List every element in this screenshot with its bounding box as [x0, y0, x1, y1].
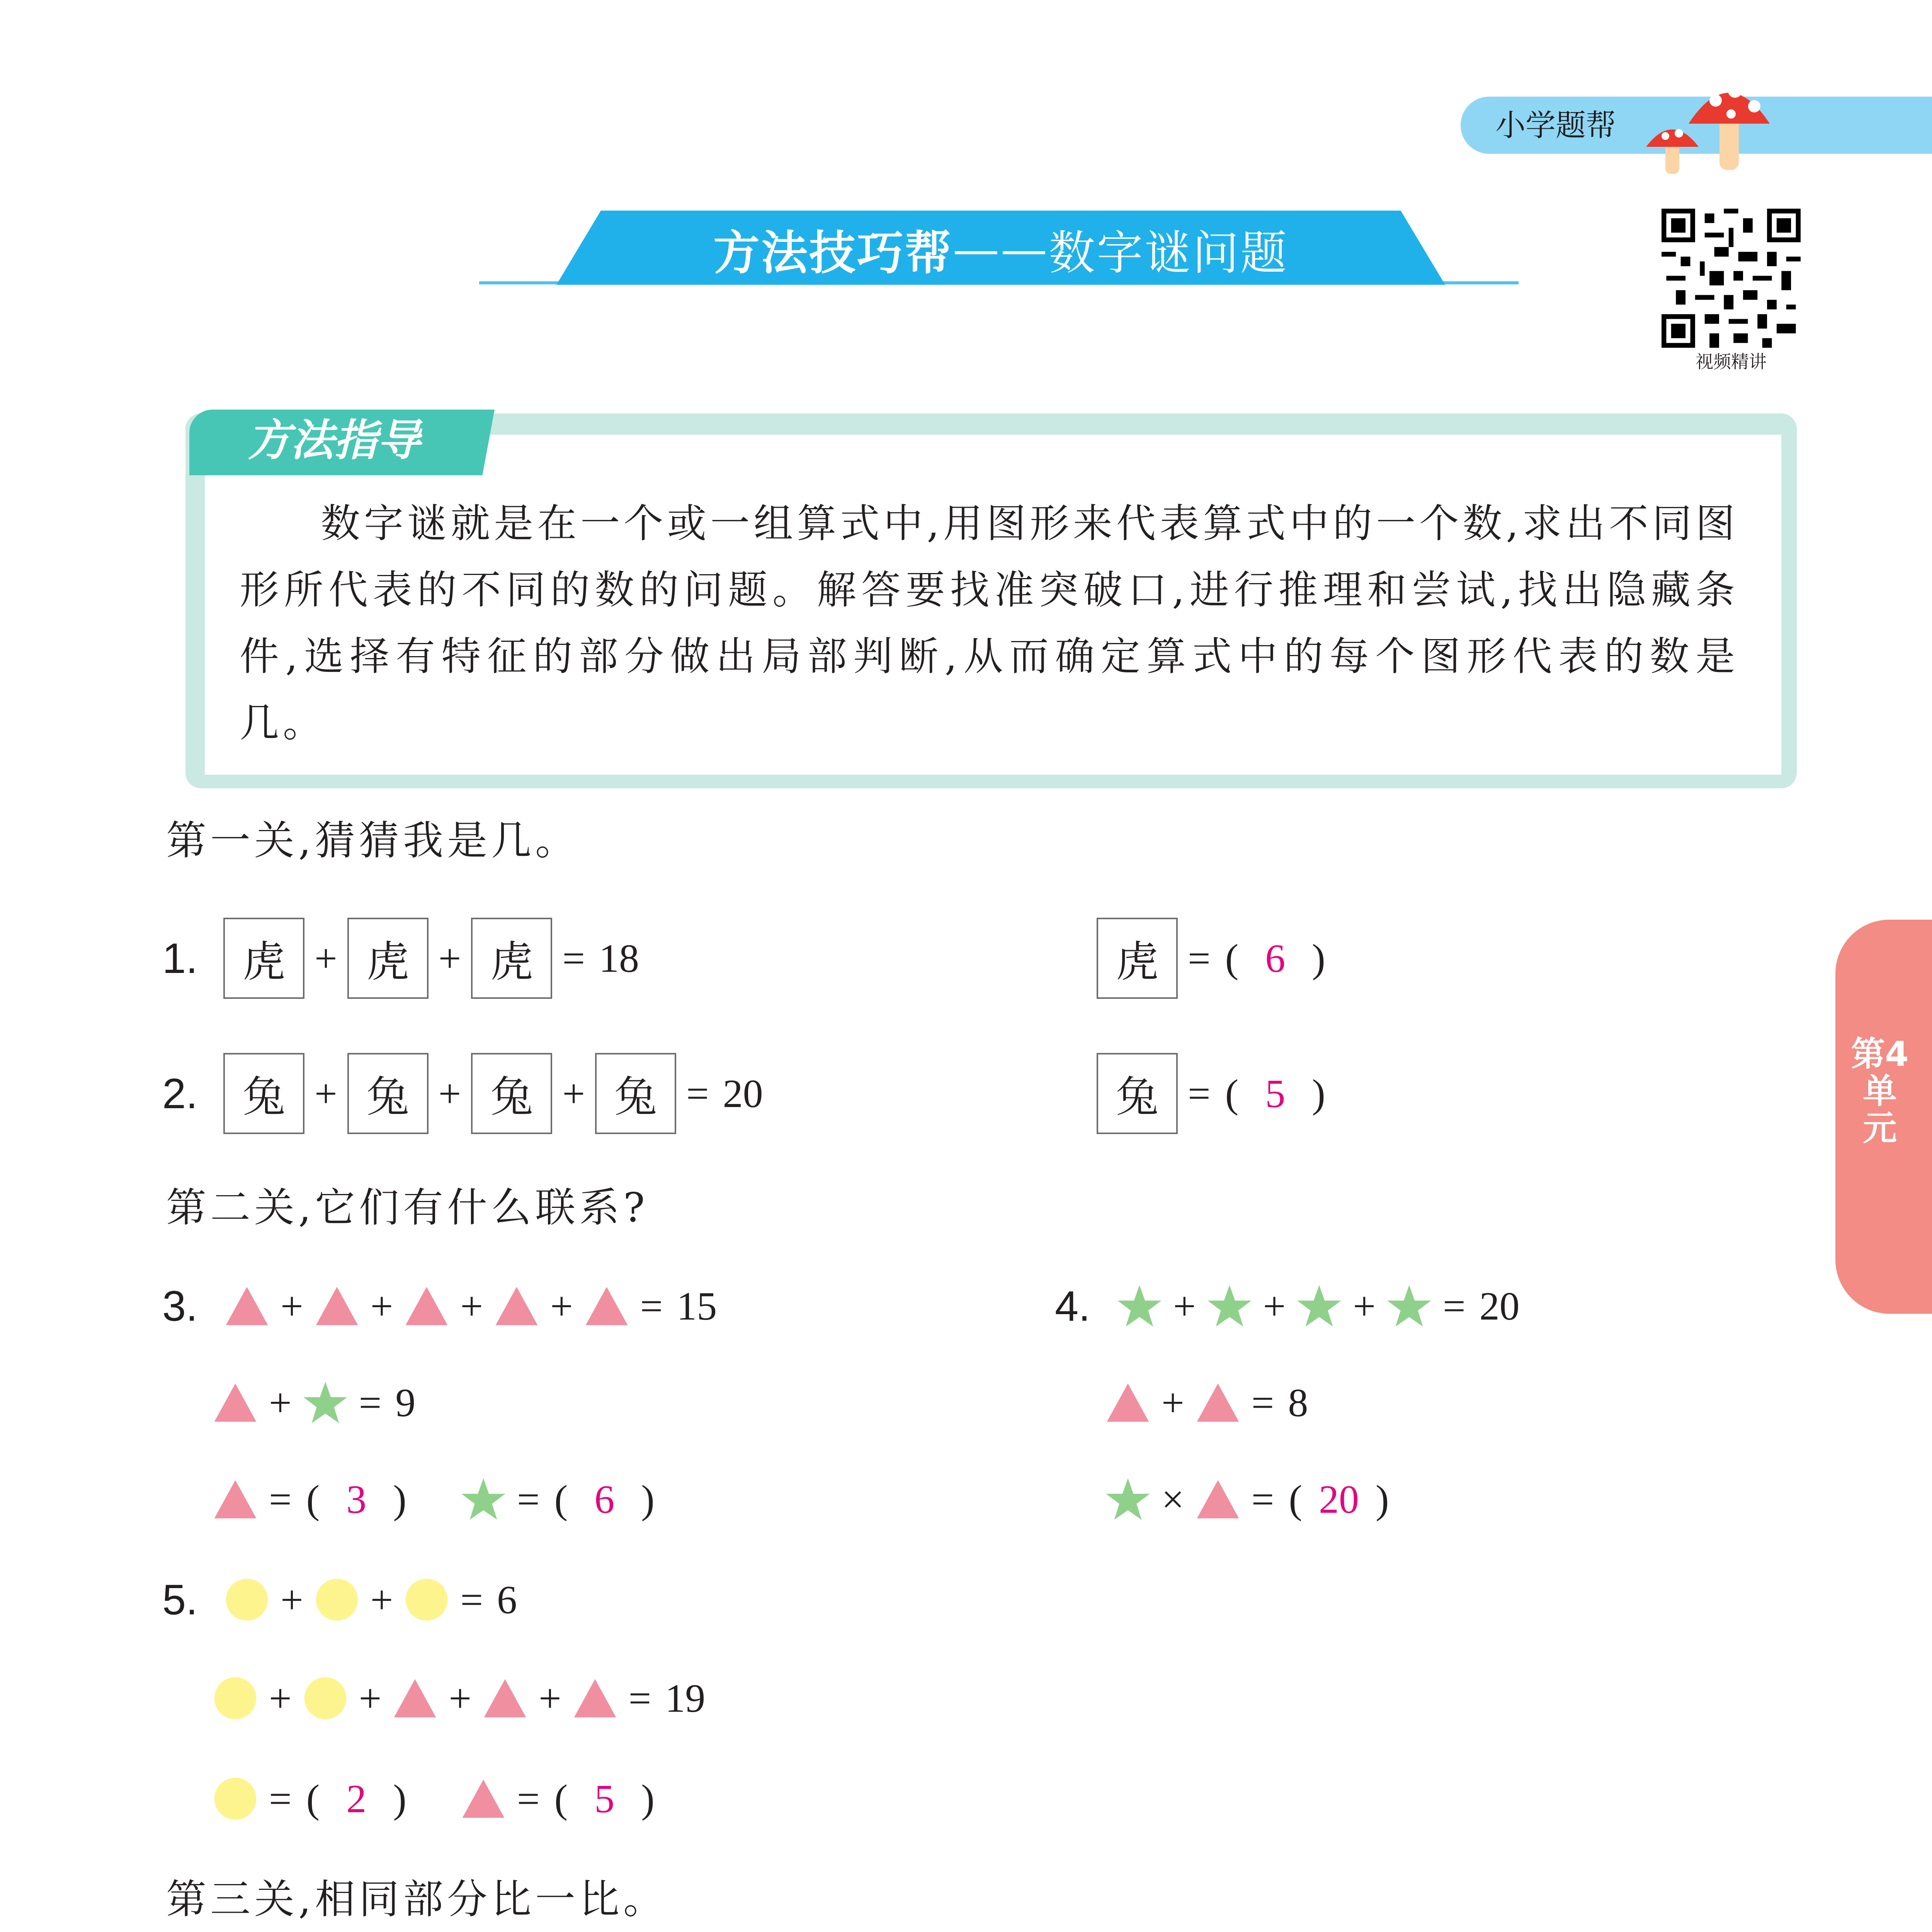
q2-answer-row — [1094, 1055, 1333, 1132]
q1-box: 虎 — [471, 918, 552, 999]
triangle-icon — [482, 1675, 528, 1721]
triangle-icon — [584, 1283, 629, 1329]
q5-sum1: 6 — [497, 1577, 517, 1622]
q3-answer-star[interactable]: 6 — [594, 1477, 615, 1522]
q1-sum: 18 — [599, 936, 639, 981]
equals-sign: = — [269, 1477, 292, 1522]
q4-answers — [1101, 1461, 1397, 1538]
plus-sign: + — [1263, 1284, 1286, 1328]
triangle-icon — [213, 1476, 258, 1522]
q5-answer-triangle[interactable]: 5 — [594, 1776, 615, 1821]
left-paren: ( — [1225, 1071, 1239, 1116]
equals-sign: = — [686, 1071, 709, 1116]
left-paren: ( — [1225, 936, 1239, 981]
q2-number: 2. — [162, 1070, 198, 1117]
q2-box: 兔 — [347, 1053, 429, 1134]
plus-sign: + — [370, 1577, 393, 1622]
equals-sign: = — [517, 1776, 540, 1821]
equals-sign: = — [1188, 1071, 1211, 1116]
q2-box: 兔 — [595, 1053, 676, 1134]
plus-sign: + — [449, 1676, 471, 1721]
q2-box: 兔 — [471, 1053, 552, 1134]
equals-sign: = — [460, 1577, 483, 1622]
equals-sign: = — [1188, 936, 1211, 981]
plus-sign: + — [315, 936, 337, 981]
q3-answer-triangle[interactable]: 3 — [346, 1477, 367, 1522]
q3-answers — [209, 1461, 662, 1538]
q1-box: 虎 — [1097, 918, 1178, 999]
plus-sign: + — [281, 1284, 303, 1328]
times-sign: × — [1162, 1477, 1184, 1522]
q2-answer[interactable]: 5 — [1265, 1071, 1286, 1116]
circle-icon — [213, 1675, 258, 1721]
q5-line1 — [162, 1561, 524, 1638]
q4-sum2: 8 — [1288, 1380, 1308, 1425]
level-two-heading: 第二关,它们有什么联系? — [166, 1184, 649, 1231]
q3-sum1: 15 — [677, 1284, 717, 1328]
unit-tab-label: 第4单元 — [1851, 1034, 1909, 1148]
q4-line1 — [1055, 1267, 1527, 1345]
right-paren: ) — [1312, 936, 1325, 981]
left-paren: ( — [1289, 1477, 1302, 1522]
plus-sign: + — [281, 1577, 303, 1622]
left-paren: ( — [554, 1477, 568, 1522]
equals-sign: = — [562, 936, 585, 981]
plus-sign: + — [460, 1284, 483, 1328]
right-paren: ) — [1312, 1071, 1325, 1116]
triangle-icon — [224, 1283, 270, 1329]
page-title — [556, 216, 1445, 282]
method-tab-label: 方法指导 — [247, 415, 420, 466]
qr-caption: 视频精讲 — [1696, 351, 1767, 372]
triangle-icon — [392, 1675, 438, 1721]
method-text: 数字谜就是在一个或一组算式中,用图形来代表算式中的一个数,求出不同图形所代表的不同的数的问题。解答要找准突破口,进行推理和尝试,找出隐藏条件,选择有特征的部分做出局部判断,从而确定算式中的每个图形代表的数是几。 — [240, 501, 1739, 746]
triangle-icon — [314, 1283, 360, 1329]
q1-answer[interactable]: 6 — [1265, 936, 1286, 981]
circle-icon — [213, 1776, 258, 1821]
q3-number: 3. — [162, 1282, 198, 1330]
circle-icon — [404, 1577, 449, 1622]
equals-sign: = — [517, 1477, 540, 1522]
circle-icon — [224, 1577, 270, 1622]
plus-sign: + — [1173, 1284, 1196, 1328]
q1-number: 1. — [162, 934, 198, 982]
brand-label: 小学题帮 — [1495, 108, 1616, 143]
q2-sum: 20 — [723, 1071, 763, 1116]
star-icon — [461, 1476, 506, 1522]
q3-sum2: 9 — [395, 1380, 416, 1425]
equals-sign: = — [1442, 1284, 1466, 1328]
plus-sign: + — [550, 1284, 573, 1328]
qr-code-icon[interactable] — [1662, 209, 1801, 348]
q4-line2 — [1101, 1364, 1315, 1441]
equals-sign: = — [628, 1676, 651, 1721]
title-sub: 数字谜问题 — [1049, 226, 1288, 280]
plus-sign: + — [370, 1284, 393, 1328]
plus-sign: + — [438, 936, 461, 981]
equals-sign: = — [359, 1380, 382, 1425]
plus-sign: + — [269, 1380, 292, 1425]
q3-line2 — [209, 1364, 422, 1441]
q5-sum2: 19 — [665, 1676, 706, 1721]
triangle-icon — [1195, 1476, 1241, 1522]
triangle-icon — [494, 1283, 539, 1329]
left-paren: ( — [306, 1776, 320, 1821]
q4-sum1: 20 — [1479, 1284, 1520, 1328]
level-three-heading: 第三关,相同部分比一比。 — [166, 1876, 668, 1923]
q2-box: 兔 — [223, 1053, 304, 1134]
q1-answer-row — [1094, 920, 1333, 997]
plus-sign: + — [438, 1071, 461, 1116]
q1-box: 虎 — [347, 918, 429, 999]
triangle-icon — [572, 1675, 618, 1721]
right-paren: ) — [1375, 1477, 1389, 1522]
equals-sign: = — [269, 1776, 292, 1821]
q5-answer-circle[interactable]: 2 — [346, 1776, 367, 1821]
level-one-heading: 第一关,猜猜我是几。 — [166, 817, 580, 864]
plus-sign: + — [562, 1071, 585, 1116]
star-icon — [1117, 1283, 1162, 1329]
triangle-icon — [1105, 1380, 1151, 1425]
triangle-icon — [213, 1380, 258, 1425]
q4-number: 4. — [1055, 1282, 1090, 1330]
equals-sign: = — [1251, 1380, 1274, 1425]
q5-answers — [209, 1760, 662, 1837]
plus-sign: + — [1162, 1380, 1184, 1425]
q2-equation — [162, 1055, 770, 1132]
right-paren: ) — [393, 1776, 406, 1821]
plus-sign: + — [359, 1676, 382, 1721]
title-main: 方法技巧帮 — [713, 226, 953, 280]
mushroom-icon — [1638, 70, 1777, 178]
plus-sign: + — [538, 1676, 561, 1721]
equals-sign: = — [640, 1284, 663, 1328]
triangle-icon — [1195, 1380, 1241, 1425]
q3-line1 — [162, 1267, 724, 1345]
star-icon — [1105, 1476, 1151, 1522]
star-icon — [1296, 1283, 1342, 1329]
q1-box: 虎 — [223, 918, 304, 999]
equals-sign: = — [1251, 1477, 1274, 1522]
right-paren: ) — [641, 1776, 655, 1821]
plus-sign: + — [269, 1676, 292, 1721]
star-icon — [1386, 1283, 1432, 1329]
triangle-icon — [461, 1776, 506, 1821]
q1-equation — [162, 920, 646, 997]
plus-sign: + — [315, 1071, 337, 1116]
q5-number: 5. — [162, 1576, 198, 1624]
title-dash: —— — [953, 222, 1049, 276]
circle-icon — [314, 1577, 360, 1622]
q2-box: 兔 — [1097, 1053, 1178, 1134]
right-paren: ) — [393, 1477, 406, 1522]
right-paren: ) — [641, 1477, 655, 1522]
q4-answer-product[interactable]: 20 — [1318, 1477, 1359, 1522]
star-icon — [1207, 1283, 1252, 1329]
q5-line2 — [209, 1660, 712, 1737]
left-paren: ( — [554, 1776, 568, 1821]
triangle-icon — [404, 1283, 449, 1329]
plus-sign: + — [1353, 1284, 1376, 1328]
star-icon — [303, 1380, 348, 1425]
circle-icon — [303, 1675, 348, 1721]
left-paren: ( — [306, 1477, 320, 1522]
